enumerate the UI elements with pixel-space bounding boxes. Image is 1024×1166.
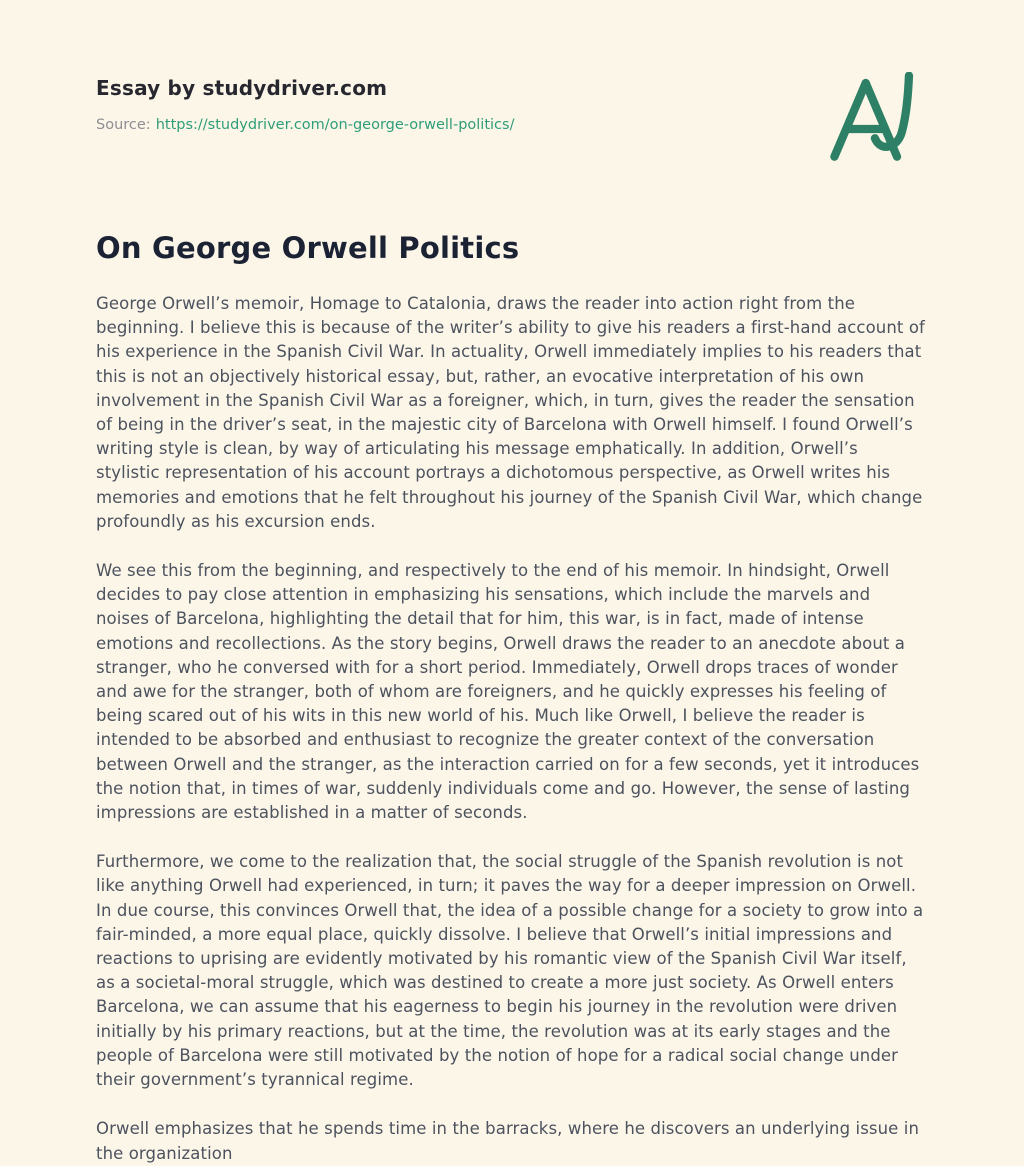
essay-paragraph-1: George Orwell’s memoir, Homage to Catalonia, draws the reader into action right from the beginning. I believe this is because of the writer’s ability to give his readers a first-hand account of his experience in the Spanish Civil War. In actuality, Orwell immediately implies to his readers that this is not an objectively historical essay, but, rather, an evocative interpretation of his own involvement in the Spanish Civil War as a foreigner, which, in turn, gives the reader the sensation of being in the driver’s seat, in the majestic city of Barcelona with Orwell himself. I found Orwell’s writing style is clean, by way of articulating his message emphatically. In addition, Orwell’s stylistic representation of his account portrays a dichotomous perspective, as Orwell writes his memories and emotions that he felt throughout his journey of the Spanish Civil War, which change profoundly as his excursion ends. [96,294,925,531]
essay-paragraph-3: Furthermore, we come to the realization that, the social struggle of the Spanish revolution is not like anything Orwell had experienced, in turn; it paves the way for a deeper impression on Orwell. In due course, this convinces Orwell that, the idea of a possible change for a society to grow into a fair-minded, a more equal place, quickly dissolve. I believe that Orwell’s initial impressions and reactions to uprising are evidently motivated by his romantic view of the Spanish Civil War itself, as a societal-moral struggle, which was destined to create a more just society. As Orwell enters Barcelona, we can assume that his eagerness to begin his journey in the revolution were driven initially by his primary reactions, but at the time, the revolution was at its early stages and the people of Barcelona were still motivated by the notion of hope for a radical social change under their government’s tyrannical regime. [96,852,924,1090]
page-title: On George Orwell Politics [96,231,520,265]
byline: Essay by studydriver.com [96,76,388,100]
header [96,76,926,133]
source-label: Source: [96,117,151,133]
essay-paragraph-2: We see this from the beginning, and respectively to the end of his memoir. In hindsight, Orwell decides to pay close attention in emphasizing his sensations, which include the marvels and noises of Barcelona, highlighting the detail that for him, this war, is in fact, made of intense emotions and recollections. As the story begins, Orwell draws the reader to an anecdote about a stranger, who he conversed with for a short period. Immediately, Orwell drops traces of wonder and awe for the stranger, both of whom are foreigners, and he quickly expresses his feeling of being scared out of his wits in this new world of his. Much like Orwell, I believe the reader is intended to be absorbed and enthusiast to recognize the greater context of the conversation between Orwell and the stranger, as the interaction carried on for a few seconds, yet it introduces the notion that, in times of war, suddenly individuals come and go. However, the sense of lasting impressions are established in a matter of seconds. [96,561,920,823]
studydriver-logo-icon [822,72,926,164]
essay-body [96,292,926,1166]
essay-paragraph-4: Orwell emphasizes that he spends time in the barracks, where he discovers an underlying issue in the organization [96,1119,920,1163]
header-text-block [96,76,926,133]
source-link[interactable]: https://studydriver.com/on-george-orwell-politics/ [155,117,515,133]
source-line [96,117,926,133]
